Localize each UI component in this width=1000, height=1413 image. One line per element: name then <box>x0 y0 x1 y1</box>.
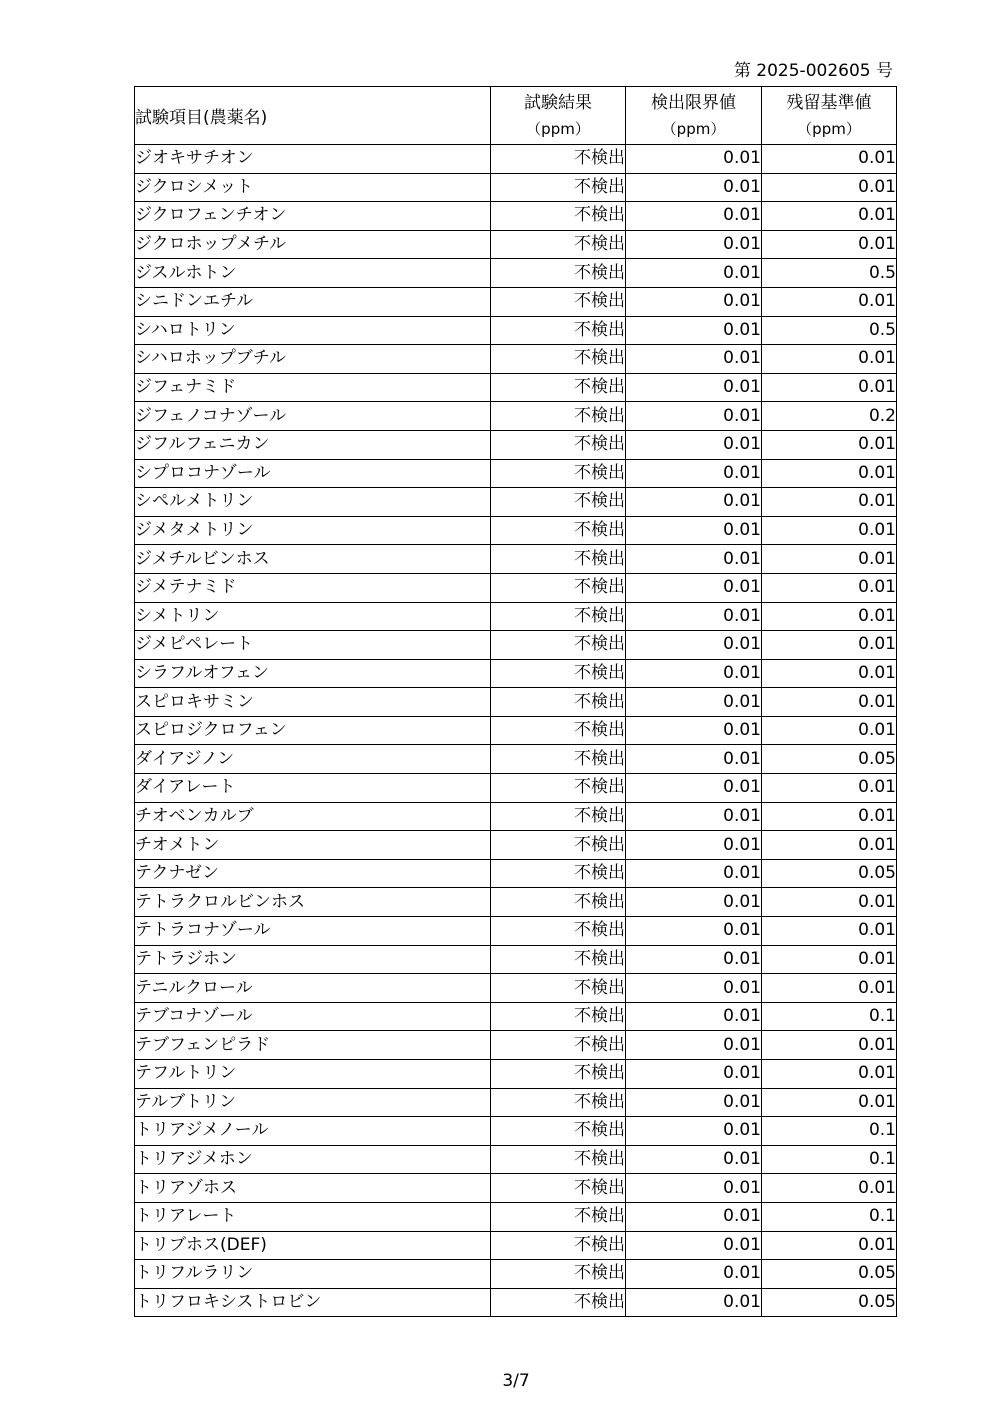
pesticide-name-cell: トリブホス(DEF) <box>135 1231 491 1260</box>
table-row <box>135 230 897 259</box>
test-result-cell: 不検出 <box>491 859 626 888</box>
residue-standard-cell: 0.1 <box>762 1002 897 1031</box>
test-result-cell: 不検出 <box>491 1202 626 1231</box>
header-residue-standard <box>762 87 897 145</box>
test-result-cell: 不検出 <box>491 1060 626 1089</box>
residue-standard-cell: 0.01 <box>762 145 897 174</box>
test-result-cell: 不検出 <box>491 287 626 316</box>
detection-limit-cell: 0.01 <box>626 917 762 946</box>
residue-standard-cell: 0.01 <box>762 659 897 688</box>
residue-standard-cell: 0.01 <box>762 716 897 745</box>
header-residue-standard-unit: （ppm） <box>797 119 861 138</box>
pesticide-name-cell: ジオキサチオン <box>135 145 491 174</box>
residue-standard-cell: 0.05 <box>762 859 897 888</box>
test-result-cell: 不検出 <box>491 145 626 174</box>
detection-limit-cell: 0.01 <box>626 173 762 202</box>
test-result-cell: 不検出 <box>491 631 626 660</box>
pesticide-name-cell: シハロトリン <box>135 316 491 345</box>
detection-limit-cell: 0.01 <box>626 516 762 545</box>
test-result-cell: 不検出 <box>491 373 626 402</box>
residue-standard-cell: 0.01 <box>762 516 897 545</box>
test-result-cell: 不検出 <box>491 345 626 374</box>
table-row <box>135 373 897 402</box>
detection-limit-cell: 0.01 <box>626 802 762 831</box>
table-row <box>135 745 897 774</box>
table-row <box>135 316 897 345</box>
residue-standard-cell: 0.1 <box>762 1202 897 1231</box>
table-row <box>135 573 897 602</box>
table-row <box>135 145 897 174</box>
pesticide-name-cell: シメトリン <box>135 602 491 631</box>
residue-standard-cell: 0.01 <box>762 202 897 231</box>
table-row <box>135 802 897 831</box>
test-result-cell: 不検出 <box>491 516 626 545</box>
pesticide-name-cell: ジメピペレート <box>135 631 491 660</box>
table-row <box>135 1174 897 1203</box>
pesticide-name-cell: テトラジホン <box>135 945 491 974</box>
test-result-cell: 不検出 <box>491 316 626 345</box>
detection-limit-cell: 0.01 <box>626 774 762 803</box>
residue-standard-cell: 0.01 <box>762 345 897 374</box>
table-row <box>135 917 897 946</box>
residue-standard-cell: 0.01 <box>762 945 897 974</box>
pesticide-name-cell: ジフルフェニカン <box>135 430 491 459</box>
detection-limit-cell: 0.01 <box>626 373 762 402</box>
detection-limit-cell: 0.01 <box>626 745 762 774</box>
table-row <box>135 859 897 888</box>
residue-standard-cell: 0.01 <box>762 631 897 660</box>
residue-standard-cell: 0.01 <box>762 287 897 316</box>
detection-limit-cell: 0.01 <box>626 1288 762 1317</box>
residue-standard-cell: 0.01 <box>762 774 897 803</box>
detection-limit-cell: 0.01 <box>626 573 762 602</box>
detection-limit-cell: 0.01 <box>626 688 762 717</box>
detection-limit-cell: 0.01 <box>626 831 762 860</box>
pesticide-name-cell: チオベンカルブ <box>135 802 491 831</box>
table-row <box>135 202 897 231</box>
test-result-cell: 不検出 <box>491 573 626 602</box>
table-row <box>135 1231 897 1260</box>
pesticide-name-cell: トリアジメノール <box>135 1117 491 1146</box>
table-row <box>135 888 897 917</box>
pesticide-name-cell: ジメテナミド <box>135 573 491 602</box>
pesticide-name-cell: テクナゼン <box>135 859 491 888</box>
test-result-cell: 不検出 <box>491 545 626 574</box>
table-row <box>135 631 897 660</box>
pesticide-name-cell: ジスルホトン <box>135 259 491 288</box>
table-row <box>135 488 897 517</box>
residue-standard-cell: 0.05 <box>762 1288 897 1317</box>
table-row <box>135 1002 897 1031</box>
residue-standard-cell: 0.01 <box>762 1174 897 1203</box>
test-result-cell: 不検出 <box>491 602 626 631</box>
pesticide-name-cell: ジフェノコナゾール <box>135 402 491 431</box>
pesticide-name-cell: トリアジメホン <box>135 1145 491 1174</box>
test-result-cell: 不検出 <box>491 1031 626 1060</box>
pesticide-name-cell: ジフェナミド <box>135 373 491 402</box>
detection-limit-cell: 0.01 <box>626 1031 762 1060</box>
pesticide-name-cell: ダイアジノン <box>135 745 491 774</box>
detection-limit-cell: 0.01 <box>626 1117 762 1146</box>
residue-standard-cell: 0.01 <box>762 974 897 1003</box>
pesticide-name-cell: トリフルラリン <box>135 1260 491 1289</box>
test-result-cell: 不検出 <box>491 230 626 259</box>
table-row <box>135 545 897 574</box>
table-row <box>135 173 897 202</box>
detection-limit-cell: 0.01 <box>626 1088 762 1117</box>
residue-standard-cell: 0.01 <box>762 917 897 946</box>
residue-standard-cell: 0.01 <box>762 173 897 202</box>
residue-standard-cell: 0.01 <box>762 602 897 631</box>
detection-limit-cell: 0.01 <box>626 1174 762 1203</box>
pesticide-name-cell: スピロキサミン <box>135 688 491 717</box>
table-row <box>135 945 897 974</box>
pesticide-name-cell: トリアゾホス <box>135 1174 491 1203</box>
detection-limit-cell: 0.01 <box>626 316 762 345</box>
test-result-cell: 不検出 <box>491 745 626 774</box>
pesticide-name-cell: シプロコナゾール <box>135 459 491 488</box>
table-row <box>135 287 897 316</box>
table-row <box>135 516 897 545</box>
table-row <box>135 345 897 374</box>
pesticide-name-cell: テニルクロール <box>135 974 491 1003</box>
pesticide-name-cell: ジクロシメット <box>135 173 491 202</box>
detection-limit-cell: 0.01 <box>626 1202 762 1231</box>
header-test-item: 試験項目(農薬名) <box>135 87 491 145</box>
test-result-cell: 不検出 <box>491 1231 626 1260</box>
pesticide-name-cell: テブコナゾール <box>135 1002 491 1031</box>
table-row <box>135 259 897 288</box>
detection-limit-cell: 0.01 <box>626 202 762 231</box>
table-row <box>135 1145 897 1174</box>
test-result-cell: 不検出 <box>491 945 626 974</box>
residue-standard-cell: 0.01 <box>762 1088 897 1117</box>
residue-standard-cell: 0.5 <box>762 316 897 345</box>
residue-standard-cell: 0.05 <box>762 745 897 774</box>
table-row <box>135 716 897 745</box>
residue-standard-cell: 0.05 <box>762 1260 897 1289</box>
pesticide-name-cell: ジメタメトリン <box>135 516 491 545</box>
pesticide-name-cell: テブフェンピラド <box>135 1031 491 1060</box>
header-test-result-unit: （ppm） <box>526 119 590 138</box>
detection-limit-cell: 0.01 <box>626 488 762 517</box>
test-result-cell: 不検出 <box>491 1088 626 1117</box>
detection-limit-cell: 0.01 <box>626 659 762 688</box>
detection-limit-cell: 0.01 <box>626 1260 762 1289</box>
pesticide-name-cell: テルブトリン <box>135 1088 491 1117</box>
detection-limit-cell: 0.01 <box>626 602 762 631</box>
table-row <box>135 1288 897 1317</box>
detection-limit-cell: 0.01 <box>626 345 762 374</box>
residue-standard-cell: 0.01 <box>762 373 897 402</box>
residue-standard-cell: 0.5 <box>762 259 897 288</box>
table-row <box>135 974 897 1003</box>
detection-limit-cell: 0.01 <box>626 145 762 174</box>
residue-standard-cell: 0.01 <box>762 802 897 831</box>
residue-standard-cell: 0.01 <box>762 573 897 602</box>
header-detection-limit-unit: （ppm） <box>661 119 726 138</box>
residue-standard-cell: 0.01 <box>762 430 897 459</box>
residue-standard-cell: 0.01 <box>762 459 897 488</box>
test-result-cell: 不検出 <box>491 202 626 231</box>
pesticide-name-cell: シラフルオフェン <box>135 659 491 688</box>
residue-standard-cell: 0.01 <box>762 545 897 574</box>
page-number: 3/7 <box>502 1371 530 1391</box>
header-residue-standard-label: 残留基準値 <box>786 92 872 113</box>
test-result-cell: 不検出 <box>491 917 626 946</box>
detection-limit-cell: 0.01 <box>626 1145 762 1174</box>
detection-limit-cell: 0.01 <box>626 545 762 574</box>
table-row <box>135 774 897 803</box>
detection-limit-cell: 0.01 <box>626 459 762 488</box>
residue-standard-cell: 0.01 <box>762 1031 897 1060</box>
test-result-cell: 不検出 <box>491 259 626 288</box>
detection-limit-cell: 0.01 <box>626 716 762 745</box>
detection-limit-cell: 0.01 <box>626 1002 762 1031</box>
detection-limit-cell: 0.01 <box>626 631 762 660</box>
detection-limit-cell: 0.01 <box>626 402 762 431</box>
detection-limit-cell: 0.01 <box>626 230 762 259</box>
test-result-cell: 不検出 <box>491 430 626 459</box>
detection-limit-cell: 0.01 <box>626 859 762 888</box>
detection-limit-cell: 0.01 <box>626 945 762 974</box>
table-row <box>135 831 897 860</box>
table-row <box>135 1117 897 1146</box>
detection-limit-cell: 0.01 <box>626 888 762 917</box>
pesticide-name-cell: ジクロフェンチオン <box>135 202 491 231</box>
residue-standard-cell: 0.01 <box>762 230 897 259</box>
detection-limit-cell: 0.01 <box>626 974 762 1003</box>
report-number: 第 2025-002605 号 <box>733 61 893 81</box>
header-detection-limit-label: 検出限界値 <box>651 92 736 113</box>
table-row <box>135 1031 897 1060</box>
detection-limit-cell: 0.01 <box>626 430 762 459</box>
pesticide-name-cell: トリフロキシストロビン <box>135 1288 491 1317</box>
test-result-cell: 不検出 <box>491 659 626 688</box>
residue-standard-cell: 0.1 <box>762 1117 897 1146</box>
detection-limit-cell: 0.01 <box>626 259 762 288</box>
pesticide-name-cell: ダイアレート <box>135 774 491 803</box>
test-result-cell: 不検出 <box>491 173 626 202</box>
table-body <box>135 145 897 1317</box>
pesticide-name-cell: テフルトリン <box>135 1060 491 1089</box>
header-test-result <box>491 87 626 145</box>
pesticide-name-cell: トリアレート <box>135 1202 491 1231</box>
test-result-cell: 不検出 <box>491 1145 626 1174</box>
table-row <box>135 1088 897 1117</box>
table-row <box>135 1060 897 1089</box>
pesticide-name-cell: テトラクロルビンホス <box>135 888 491 917</box>
test-result-cell: 不検出 <box>491 1002 626 1031</box>
test-result-cell: 不検出 <box>491 1117 626 1146</box>
pesticide-name-cell: スピロジクロフェン <box>135 716 491 745</box>
detection-limit-cell: 0.01 <box>626 1231 762 1260</box>
detection-limit-cell: 0.01 <box>626 1060 762 1089</box>
table-row <box>135 688 897 717</box>
table-row <box>135 430 897 459</box>
pesticide-name-cell: チオメトン <box>135 831 491 860</box>
pesticide-name-cell: シペルメトリン <box>135 488 491 517</box>
test-result-cell: 不検出 <box>491 459 626 488</box>
test-result-cell: 不検出 <box>491 1174 626 1203</box>
table-row <box>135 1260 897 1289</box>
residue-standard-cell: 0.01 <box>762 1231 897 1260</box>
test-result-cell: 不検出 <box>491 888 626 917</box>
detection-limit-cell: 0.01 <box>626 287 762 316</box>
residue-standard-cell: 0.1 <box>762 1145 897 1174</box>
table-row <box>135 602 897 631</box>
residue-standard-cell: 0.01 <box>762 488 897 517</box>
test-result-cell: 不検出 <box>491 688 626 717</box>
pesticide-name-cell: シニドンエチル <box>135 287 491 316</box>
header-detection-limit <box>626 87 762 145</box>
pesticide-name-cell: テトラコナゾール <box>135 917 491 946</box>
table-row <box>135 1202 897 1231</box>
test-result-cell: 不検出 <box>491 402 626 431</box>
pesticide-name-cell: ジメチルビンホス <box>135 545 491 574</box>
residue-standard-cell: 0.01 <box>762 888 897 917</box>
test-result-cell: 不検出 <box>491 774 626 803</box>
header-test-result-label: 試験結果 <box>524 92 592 113</box>
pesticide-results-table <box>134 86 897 1317</box>
table-row <box>135 659 897 688</box>
test-result-cell: 不検出 <box>491 802 626 831</box>
residue-standard-cell: 0.01 <box>762 1060 897 1089</box>
test-result-cell: 不検出 <box>491 716 626 745</box>
test-result-cell: 不検出 <box>491 1288 626 1317</box>
test-result-cell: 不検出 <box>491 831 626 860</box>
test-result-cell: 不検出 <box>491 1260 626 1289</box>
residue-standard-cell: 0.2 <box>762 402 897 431</box>
table-header-row <box>135 87 897 145</box>
residue-standard-cell: 0.01 <box>762 688 897 717</box>
table-row <box>135 402 897 431</box>
test-result-cell: 不検出 <box>491 488 626 517</box>
test-result-cell: 不検出 <box>491 974 626 1003</box>
pesticide-name-cell: シハロホップブチル <box>135 345 491 374</box>
residue-standard-cell: 0.01 <box>762 831 897 860</box>
pesticide-name-cell: ジクロホップメチル <box>135 230 491 259</box>
table-row <box>135 459 897 488</box>
